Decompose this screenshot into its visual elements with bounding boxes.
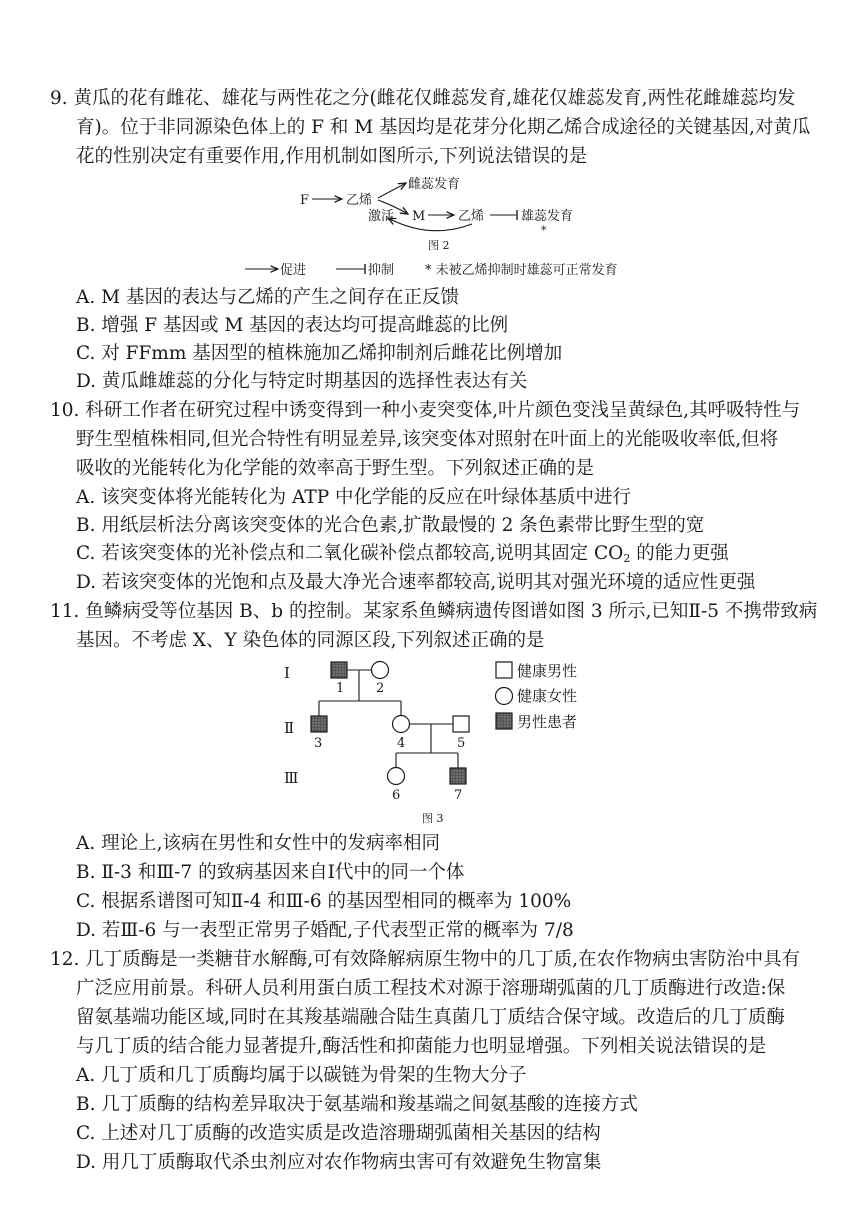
diagram-stamen-development: 雄蕊发育 [521,209,574,224]
q11-stem-line-1: 11. 鱼鳞病受等位基因 B、b 的控制。某家系鱼鳞病遗传图谱如图 3 所示,已知Ⅱ-5 不携带致病 [50,601,818,622]
figure-3-caption: 图 3 [422,812,444,825]
q9-stem-line-3: 花的性别决定有重要作用,作用机制如图所示,下列说法错误的是 [76,146,588,167]
label-6: 6 [392,788,401,803]
label-1: 1 [336,681,345,696]
diagram-pistil-development: 雌蕊发育 [408,177,461,192]
q9-stem-line-2: 育)。位于非同源染色体上的 F 和 M 基因均是花芽分化期乙烯合成途径的关键基因,对黄瓜 [76,117,811,138]
individual-II-4-female [393,716,410,733]
diagram-activate-label: 激活 [368,209,395,224]
individual-II-3-affected-male [311,716,327,732]
label-5: 5 [457,736,466,751]
q12-stem-line-4: 与几丁质的结合能力显著提升,酶活性和抑菌能力也明显增强。下列相关说法错误的是 [76,1036,767,1057]
q10-stem-line-1: 10. 科研工作者在研究过程中诱变得到一种小麦突变体,叶片颜色变浅呈黄绿色,其呼吸特性与 [50,400,801,421]
individual-III-6-female [388,768,405,785]
generation-II: Ⅱ [284,719,295,737]
individual-I-1-affected-male [331,662,347,678]
q10-stem-line-3: 吸收的光能转化为化学能的效率高于野生型。下列叙述正确的是 [76,458,595,479]
q12-option-c: C. 上述对几丁质酶的改造实质是改造溶珊瑚弧菌相关基因的结构 [76,1123,601,1144]
q11-option-d: D. 若Ⅲ-6 与一表型正常男子婚配,子代表型正常的概率为 7/8 [76,920,574,941]
individual-III-7-affected-male [450,768,466,784]
label-7: 7 [454,788,463,803]
legend-affected-male-symbol [496,713,512,729]
individual-I-2-female [372,662,389,679]
individual-II-5-male [453,716,469,732]
generation-I: Ⅰ [284,664,290,682]
legend-note: * 未被乙烯抑制时雄蕊可正常发育 [425,263,618,278]
arrow-ethylene-to-pistil [378,183,406,198]
q11-pedigree-chart [270,656,600,828]
q11-stem-line-2: 基因。不考虑 X、Y 染色体的同源区段,下列叙述正确的是 [76,630,545,651]
q12-stem-line-3: 留氨基端功能区域,同时在其羧基端融合陆生真菌几丁质结合保守域。改造后的几丁质酶 [76,1007,785,1028]
q11-option-b: B. Ⅱ-3 和Ⅲ-7 的致病基因来自Ⅰ代中的同一个体 [76,862,465,883]
q11-option-c: C. 根据系谱图可知Ⅱ-4 和Ⅲ-6 的基因型相同的概率为 100% [76,891,572,912]
diagram-M: M [412,209,426,224]
legend-healthy-male-symbol [496,662,512,678]
legend-healthy-female-symbol [496,688,513,705]
diagram-star: * [541,224,547,237]
q9-option-a: A. M 基因的表达与乙烯的产生之间存在正反馈 [76,287,459,308]
q10-option-c [76,540,729,568]
legend-healthy-male-label: 健康男性 [517,662,578,680]
q10-option-b: B. 用纸层析法分离该突变体的光合色素,扩散最慢的 2 条色素带比野生型的宽 [76,515,705,536]
q12-option-d: D. 用几丁质酶取代杀虫剂应对农作物病虫害可有效避免生物富集 [76,1152,602,1173]
q11-option-a: A. 理论上,该病在男性和女性中的发病率相同 [76,833,441,854]
figure-2-caption: 图 2 [428,239,450,252]
q10-option-c-tail: 的能力更强 [630,543,729,564]
q12-option-b: B. 几丁质酶的结构差异取决于氨基端和羧基端之间氨基酸的连接方式 [76,1094,638,1115]
legend-affected-male-label: 男性患者 [517,713,578,731]
q12-option-a: A. 几丁质和几丁质酶均属于以碳链为骨架的生物大分子 [76,1065,527,1086]
label-2: 2 [376,681,385,696]
label-4: 4 [397,736,406,751]
q12-stem-line-1: 12. 几丁质酶是一类糖苷水解酶,可有效降解病原生物中的几丁质,在农作物病虫害防治中具有 [50,949,801,970]
diagram-F: F [300,193,310,208]
diagram-ethylene-2: 乙烯 [458,209,485,224]
q9-stem-line-1: 9. 黄瓜的花有雌花、雄花与两性花之分(雌花仅雌蕊发育,雄花仅雄蕊发育,两性花雌雄蕊均发 [50,88,796,109]
co2-subscript: 2 [623,552,631,565]
q10-stem-line-2: 野生型植株相同,但光合特性有明显差异,该突变体对照射在叶面上的光能吸收率低,但将 [76,429,779,450]
label-3: 3 [314,736,323,751]
q9-diagram-legend [240,258,660,280]
q10-option-d: D. 若该突变体的光饱和点及最大净光合速率都较高,说明其对强光环境的适应性更强 [76,572,756,593]
diagram-ethylene-1: 乙烯 [346,193,373,208]
legend-promote-label: 促进 [280,263,307,278]
q9-option-d: D. 黄瓜雌雄蕊的分化与特定时期基因的选择性表达有关 [76,371,528,392]
generation-III: Ⅲ [284,769,299,787]
q10-option-c-text: C. 若该突变体的光补偿点和二氧化碳补偿点都较高,说明其固定 CO [76,543,624,564]
q10-option-a: A. 该突变体将光能转化为 ATP 中化学能的反应在叶绿体基质中进行 [76,487,632,508]
q12-stem-line-2: 广泛应用前景。科研人员利用蛋白质工程技术对源于溶珊瑚弧菌的几丁质酶进行改造:保 [76,978,786,999]
legend-healthy-female-label: 健康女性 [517,687,578,705]
q9-option-c: C. 对 FFmm 基因型的植株施加乙烯抑制剂后雌花比例增加 [76,343,563,364]
legend-inhibit-label: 抑制 [368,263,395,278]
q9-option-b: B. 增强 F 基因或 M 基因的表达均可提高雌蕊的比例 [76,315,509,336]
